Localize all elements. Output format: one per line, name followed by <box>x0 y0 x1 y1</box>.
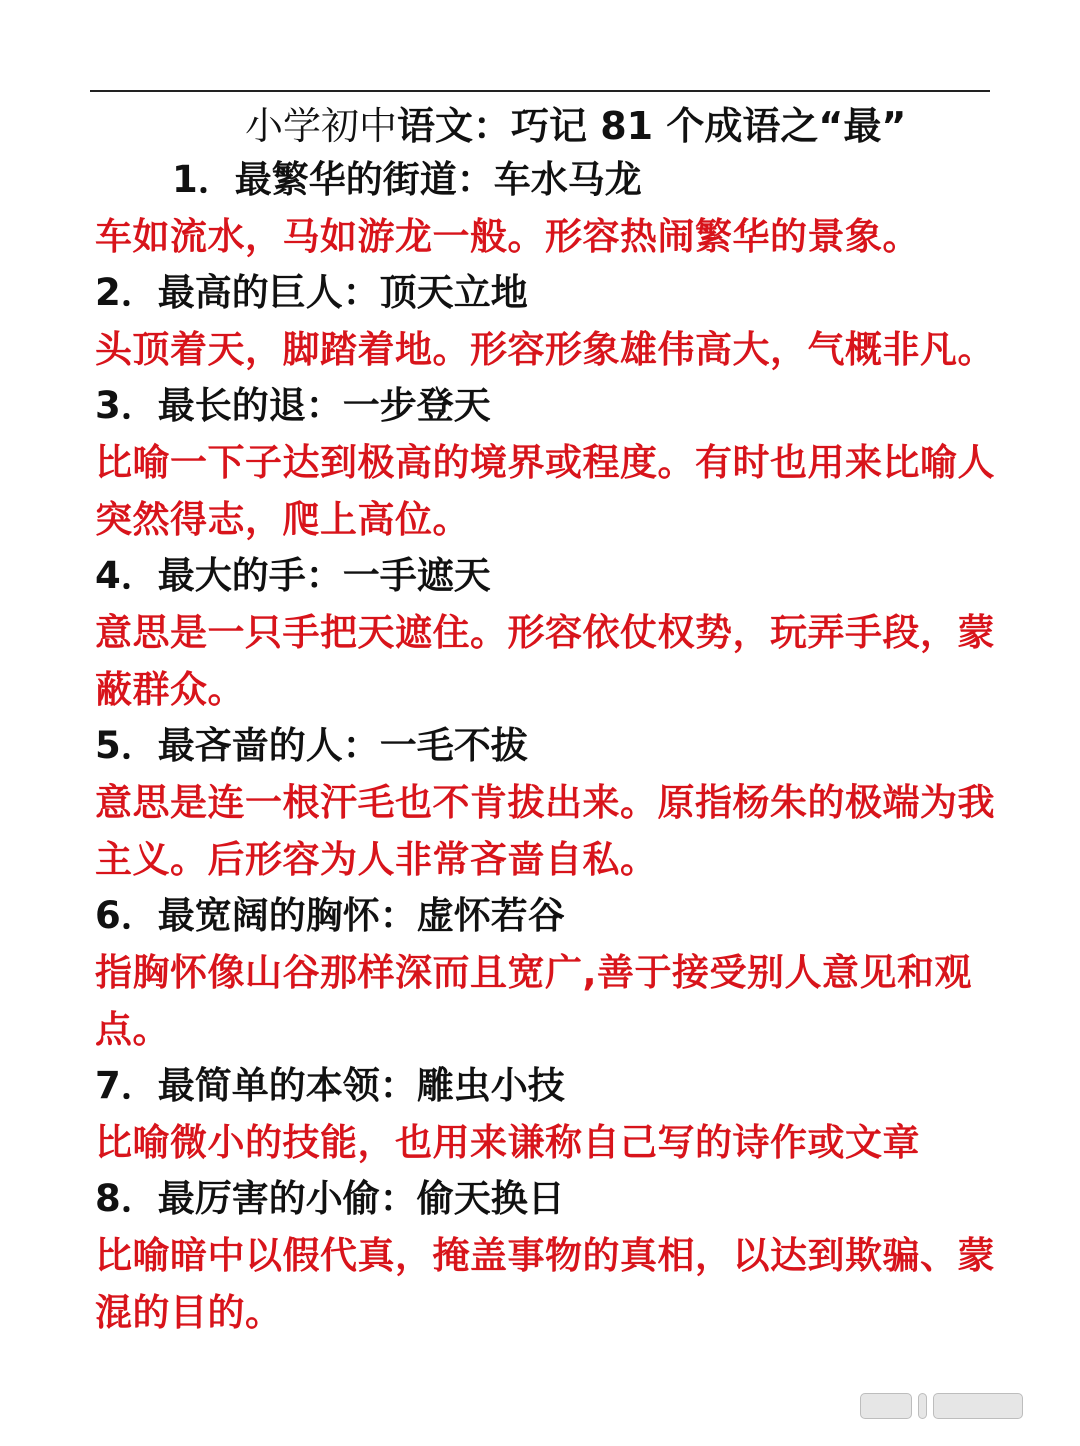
title-prefix: 小学初中 <box>245 104 398 148</box>
idiom-entry <box>95 1171 995 1341</box>
idiom-heading: 8．最厉害的小偷：偷天换日 <box>95 1177 565 1220</box>
idiom-explanation: 比喻暗中以假代真，掩盖事物的真相，以达到欺骗、蒙混的目的。 <box>95 1234 995 1334</box>
idiom-entry <box>95 1058 995 1171</box>
watermark-mark <box>860 1393 912 1419</box>
idiom-heading: 7．最简单的本领：雕虫小技 <box>95 1064 565 1107</box>
idiom-entry <box>95 152 995 265</box>
title-main: 语文：巧记 81 个成语之“最” <box>397 104 907 148</box>
idiom-explanation: 比喻微小的技能，也用来谦称自己写的诗作或文章 <box>95 1121 920 1164</box>
idiom-entry <box>95 548 995 718</box>
watermark-logo <box>860 1392 1060 1420</box>
idiom-list <box>95 152 995 1341</box>
idiom-explanation: 头顶着天，脚踏着地。形容形象雄伟高大，气概非凡。 <box>95 328 995 371</box>
watermark-mark <box>933 1393 1023 1419</box>
idiom-explanation: 意思是一只手把天遮住。形容依仗权势，玩弄手段，蒙蔽群众。 <box>95 611 995 711</box>
top-divider <box>90 90 990 92</box>
idiom-heading: 3．最长的退：一步登天 <box>95 384 491 427</box>
idiom-explanation: 意思是连一根汗毛也不肯拔出来。原指杨朱的极端为我主义。后形容为人非常吝啬自私。 <box>95 781 995 881</box>
idiom-entry <box>95 378 995 548</box>
idiom-explanation: 车如流水，马如游龙一般。形容热闹繁华的景象。 <box>95 215 920 258</box>
idiom-heading: 5．最吝啬的人：一毛不拔 <box>95 724 528 767</box>
idiom-heading: 4．最大的手：一手遮天 <box>95 554 491 597</box>
idiom-entry <box>95 718 995 888</box>
idiom-heading: 1．最繁华的街道：车水马龙 <box>172 158 642 201</box>
idiom-explanation: 指胸怀像山谷那样深而且宽广,善于接受别人意见和观点。 <box>95 951 973 1051</box>
idiom-explanation: 比喻一下子达到极高的境界或程度。有时也用来比喻人突然得志，爬上高位。 <box>95 441 995 541</box>
page-title <box>245 98 906 154</box>
idiom-heading: 2．最高的巨人：顶天立地 <box>95 271 528 314</box>
watermark-mark <box>918 1393 927 1419</box>
idiom-heading: 6．最宽阔的胸怀：虚怀若谷 <box>95 894 565 937</box>
idiom-entry <box>95 888 995 1058</box>
idiom-entry <box>95 265 995 378</box>
